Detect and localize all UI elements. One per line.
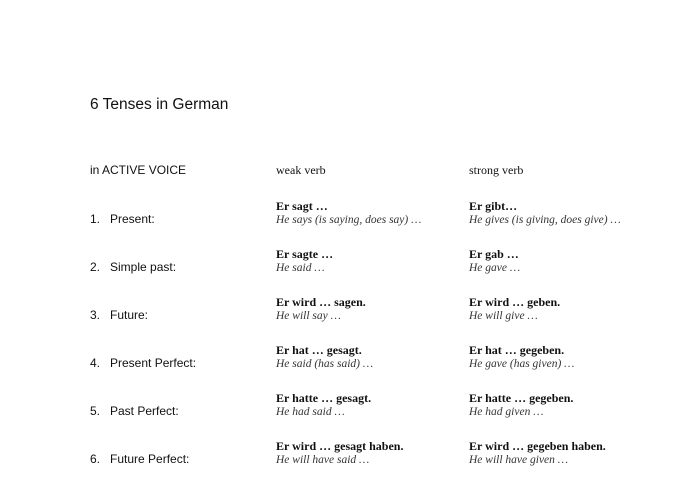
tense-number: 2. (90, 260, 101, 274)
strong-german-text: Er hatte … gegeben. (469, 391, 574, 405)
weak-english-text: He will have said … (276, 454, 370, 466)
tense-row-future-perfect (0, 439, 680, 487)
weak-german-text: Er hatte … gesagt. (276, 391, 372, 405)
strong-verb-cell (469, 199, 621, 227)
strong-verb-cell (469, 247, 520, 275)
weak-verb-cell (276, 391, 371, 419)
weak-german-text: Er sagt … (276, 199, 328, 213)
weak-verb-header: weak verb (276, 163, 326, 177)
tense-row-past-perfect (0, 391, 680, 439)
weak-english-text: He said (has said) … (276, 358, 374, 370)
tense-number: 5. (90, 404, 101, 418)
weak-verb-cell (276, 343, 373, 371)
strong-english-text: He had given … (469, 406, 544, 418)
weak-english-text: He will say … (276, 310, 341, 322)
tense-row-future (0, 295, 680, 343)
strong-verb-header: strong verb (469, 163, 524, 177)
tense-number: 3. (90, 308, 101, 322)
strong-verb-cell (469, 295, 560, 323)
weak-german-text: Er wird … sagen. (276, 295, 366, 309)
strong-english-text: He gave … (469, 262, 521, 274)
weak-verb-cell (276, 295, 366, 323)
tense-number: 4. (90, 356, 101, 370)
weak-english-text: He said … (276, 262, 325, 274)
weak-german-text: Er sagte … (276, 247, 334, 261)
strong-english-text: He will have given … (469, 454, 569, 466)
tense-name: Future Perfect: (110, 452, 190, 466)
tense-row-present (0, 199, 680, 247)
tense-name: Present: (110, 212, 155, 226)
tense-number: 6. (90, 452, 101, 466)
tense-name: Simple past: (110, 260, 177, 274)
tense-name: Present Perfect: (110, 356, 197, 370)
strong-german-text: Er wird … geben. (469, 295, 561, 309)
strong-german-text: Er gibt… (469, 199, 518, 213)
weak-verb-cell (276, 199, 421, 227)
weak-english-text: He says (is saying, does say) … (276, 214, 422, 226)
weak-verb-cell (276, 439, 403, 467)
tense-number: 1. (90, 212, 101, 226)
strong-english-text: He gives (is giving, does give) … (469, 214, 621, 226)
strong-verb-cell (469, 439, 606, 467)
document-title: 6 Tenses in German (90, 96, 229, 113)
strong-verb-cell (469, 343, 574, 371)
weak-english-text: He had said … (276, 406, 345, 418)
weak-german-text: Er wird … gesagt haben. (276, 439, 404, 453)
tense-name: Future: (110, 308, 149, 322)
strong-german-text: Er wird … gegeben haben. (469, 439, 606, 453)
strong-german-text: Er hat … gegeben. (469, 343, 565, 357)
strong-german-text: Er gab … (469, 247, 519, 261)
strong-english-text: He will give … (469, 310, 538, 322)
weak-german-text: Er hat … gesagt. (276, 343, 362, 357)
strong-verb-cell (469, 391, 573, 419)
tense-row-present-perfect (0, 343, 680, 391)
tense-row-simple-past (0, 247, 680, 295)
tense-name: Past Perfect: (110, 404, 179, 418)
voice-header: in ACTIVE VOICE (90, 163, 187, 177)
strong-english-text: He gave (has given) … (469, 358, 575, 370)
weak-verb-cell (276, 247, 333, 275)
